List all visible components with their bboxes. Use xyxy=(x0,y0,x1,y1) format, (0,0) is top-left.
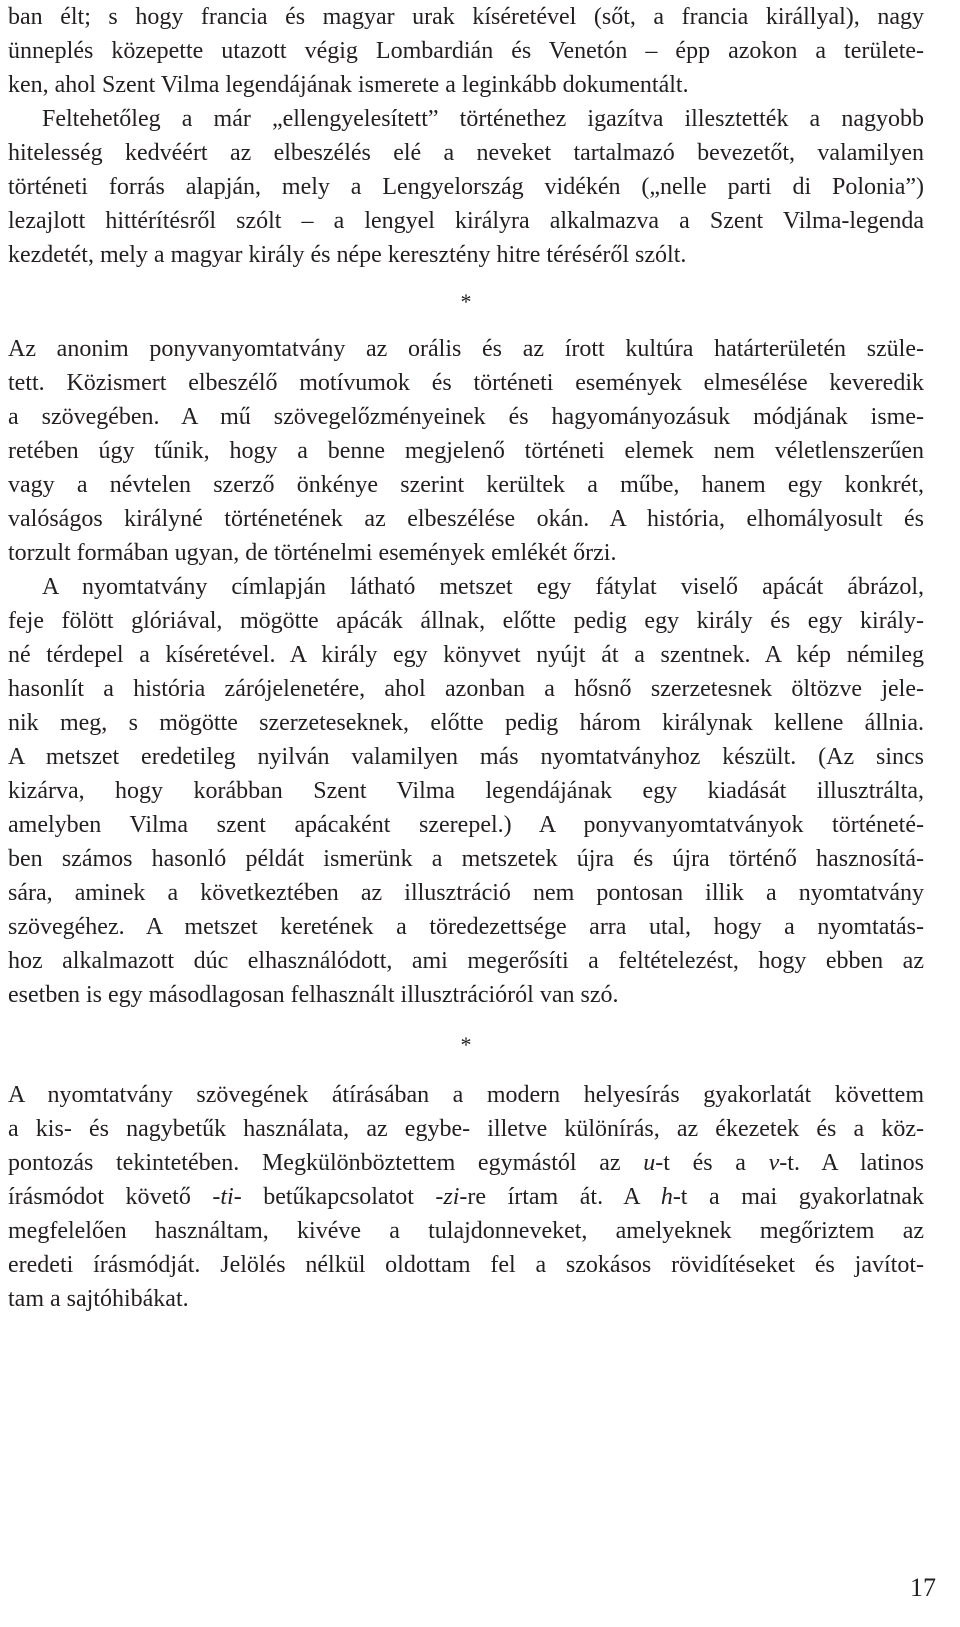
text-line: hoz alkalmazott dúc elhasználódott, ami megerősíti a feltételezést, hogy ebben az xyxy=(8,948,924,974)
text-line: torzult formában ugyan, de történelmi események emlékét őrzi. xyxy=(8,540,617,566)
text-run: betűkapcsolatot xyxy=(241,1184,436,1210)
text-line: A nyomtatvány címlapján látható metszet egy fátylat viselő apácát ábrázol, xyxy=(42,574,924,600)
paragraph-anonim xyxy=(8,332,924,570)
italic-letter-h: h xyxy=(660,1184,673,1210)
text-line: a kis- és nagybetűk használata, az egybe- illetve különírás, az ékezetek és a köz- xyxy=(8,1116,924,1142)
text-run: -t. A latinos xyxy=(779,1150,924,1176)
text-line: tett. Közismert elbeszélő motívumok és történeti események elmesélése keveredik xyxy=(8,370,924,396)
text-line: A metszet eredetileg nyilván valamilyen más nyomtatványhoz készült. (Az sincs xyxy=(8,744,924,770)
text-line: lezajlott hittérítésről szólt – a lengyel királyra alkalmazva a Szent Vilma-legenda xyxy=(8,208,924,234)
italic-letter-v: v xyxy=(768,1150,780,1176)
text-line: né térdepel a kíséretével. A király egy könyvet nyújt át a szentnek. A kép némileg xyxy=(8,642,924,668)
section-separator: * xyxy=(460,289,472,314)
text-line: amelyben Vilma szent apácaként szerepel.) A ponyvanyomtatványok történeté- xyxy=(8,812,924,838)
page-number: 17 xyxy=(910,1573,936,1602)
italic-zi: -zi- xyxy=(435,1184,468,1210)
text-line xyxy=(8,1180,924,1214)
text-line: Feltehetőleg a már „ellengyelesített” történethez igazítva illesztették a nagyobb xyxy=(42,106,924,132)
text-line: hitelesség kedvéért az elbeszélés elé a neveket tartalmazó bevezetőt, valamilyen xyxy=(8,140,924,166)
text-line: szövegéhez. A metszet keretének a töredezettsége arra utal, hogy a nyomtatás- xyxy=(8,914,924,940)
text-run: -t a mai gyakorlatnak xyxy=(672,1184,924,1210)
text-line: eredeti írásmódját. Jelölés nélkül oldottam fel a szokásos rövidítéseket és javítot- xyxy=(8,1252,924,1278)
text-line: esetben is egy másodlagosan felhasznált illusztrációról van szó. xyxy=(8,982,619,1008)
text-line: feje fölött glóriával, mögötte apácák állnak, előtte pedig egy király és egy király- xyxy=(8,608,924,634)
text-run: re írtam át. A xyxy=(467,1184,661,1210)
text-line: kezdetét, mely a magyar király és népe keresztény hitre téréséről szólt. xyxy=(8,242,687,268)
paragraph-continuation xyxy=(8,0,924,102)
page-body xyxy=(8,0,924,1316)
text-line: megfelelően használtam, kivéve a tulajdonneveket, amelyeknek megőriztem az xyxy=(8,1218,924,1244)
text-line: A nyomtatvány szövegének átírásában a modern helyesírás gyakorlatát követtem xyxy=(8,1082,924,1108)
paragraph-atiras xyxy=(8,1078,924,1316)
text-run: írásmódot követő xyxy=(8,1184,213,1210)
italic-letter-u: u xyxy=(643,1150,656,1176)
section-separator: * xyxy=(460,1032,472,1057)
text-line: történeti forrás alapján, mely a Lengyelország vidékén („nelle parti di Polonia”) xyxy=(8,174,924,200)
text-line: ban élt; s hogy francia és magyar urak kíséretével (sőt, a francia királlyal), nagy xyxy=(8,4,924,30)
text-run: -t és a xyxy=(655,1150,769,1176)
text-line: retében úgy tűnik, hogy a benne megjelenő történeti elemek nem véletlenszerűen xyxy=(8,438,924,464)
text-run: pontozás tekintetében. Megkülönböztettem egymástól az xyxy=(8,1150,644,1176)
text-line: Az anonim ponyvanyomtatvány az orális és az írott kultúra határterületén szüle- xyxy=(8,336,924,362)
text-line: kizárva, hogy korábban Szent Vilma legendájának egy kiadását illusztrálta, xyxy=(8,778,924,804)
paragraph-metszet xyxy=(8,570,924,1012)
text-line: a szövegében. A mű szövegelőzményeinek és hagyományozásuk módjának isme- xyxy=(8,404,924,430)
text-line: vagy a névtelen szerző önkénye szerint kerültek a műbe, hanem egy konkrét, xyxy=(8,472,924,498)
text-line: tam a sajtóhibákat. xyxy=(8,1286,189,1312)
text-line: ben számos hasonló példát ismerünk a metszetek újra és újra történő hasznosítá- xyxy=(8,846,924,872)
text-line: ünneplés közepette utazott végig Lombardián és Venetón – épp azokon a területe- xyxy=(8,38,924,64)
text-line: nik meg, s mögötte szerzeteseknek, előtte pedig három királynak kellene állnia. xyxy=(8,710,924,736)
text-line: ken, ahol Szent Vilma legendájának ismerete a leginkább dokumentált. xyxy=(8,72,689,98)
text-line xyxy=(8,1146,924,1180)
paragraph-lengyel xyxy=(8,102,924,272)
text-line: hasonlít a história zárójelenetére, ahol azonban a hősnő szerzetesnek öltözve jele- xyxy=(8,676,924,702)
italic-ti: -ti- xyxy=(212,1184,242,1210)
text-line: valóságos királyné történetének az elbeszélése okán. A história, elhomályosult és xyxy=(8,506,924,532)
text-line: sára, aminek a következtében az illusztráció nem pontosan illik a nyomtatvány xyxy=(8,880,924,906)
